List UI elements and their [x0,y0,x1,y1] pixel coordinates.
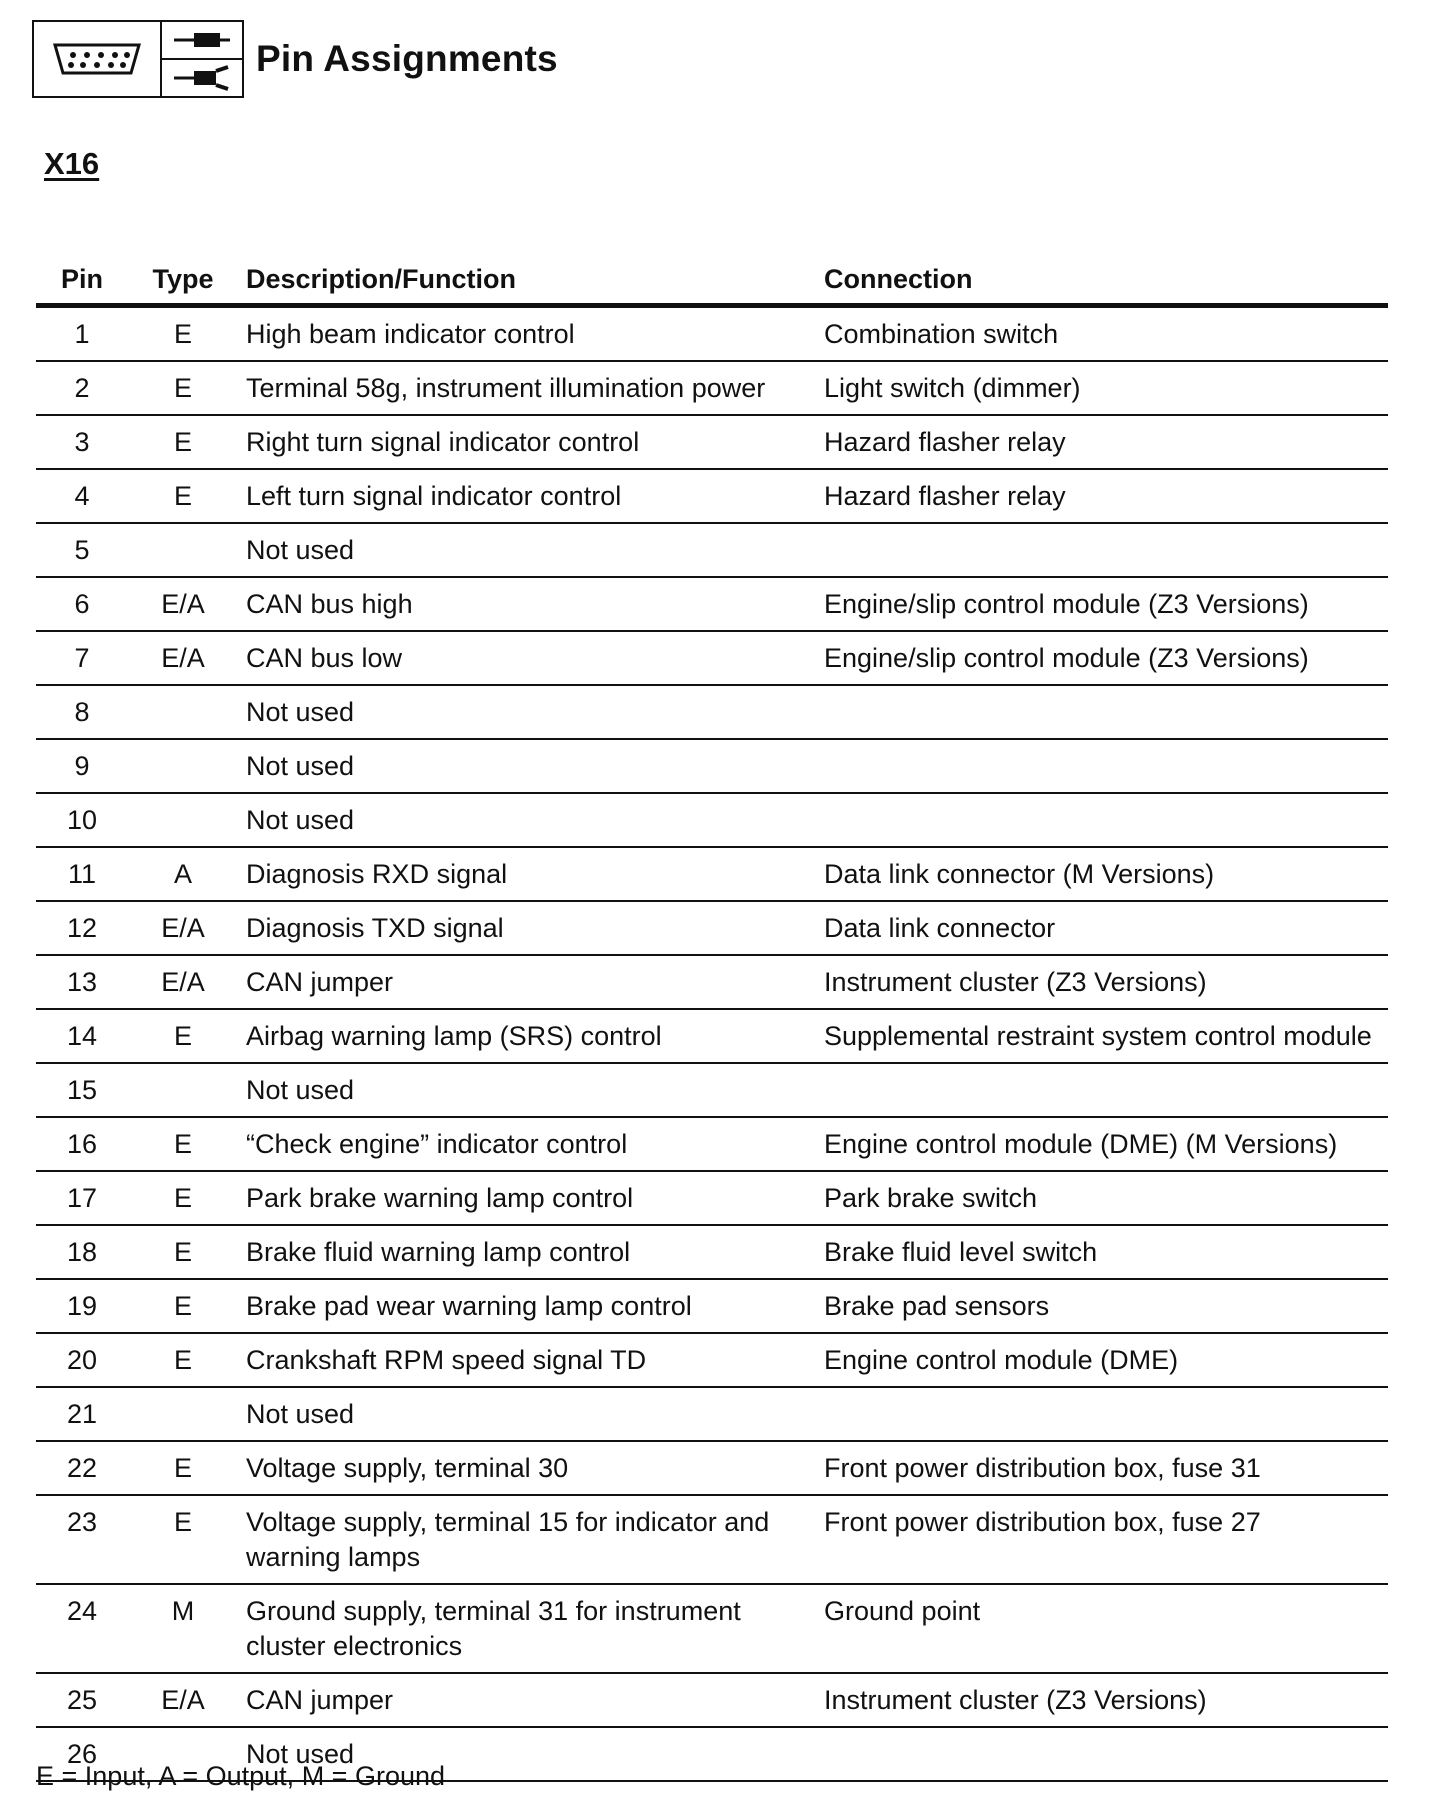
pin-type: E [128,415,238,469]
pin-description: Not used [238,1387,818,1441]
pin-type: E [128,1225,238,1279]
pin-description: Not used [238,793,818,847]
pin-description: CAN jumper [238,955,818,1009]
table-row [36,901,1388,955]
pin-connection: Brake fluid level switch [818,1225,1388,1279]
pin-assignment-table [36,257,1388,1782]
page-title: Pin Assignments [256,38,558,79]
pin-description: Diagnosis RXD signal [238,847,818,901]
pin-connection: Engine control module (DME) [818,1333,1388,1387]
pin-number: 25 [36,1673,128,1727]
table-row [36,1495,1388,1584]
pin-connection: Engine/slip control module (Z3 Versions) [818,631,1388,685]
pin-number: 18 [36,1225,128,1279]
table-row [36,1117,1388,1171]
pin-connection: Park brake switch [818,1171,1388,1225]
pin-connection: Engine/slip control module (Z3 Versions) [818,577,1388,631]
table-row [36,955,1388,1009]
table-row [36,1387,1388,1441]
pin-number: 11 [36,847,128,901]
pin-type [128,523,238,577]
pin-description: Right turn signal indicator control [238,415,818,469]
pin-type: E [128,361,238,415]
pin-type: E [128,1279,238,1333]
pin-number: 5 [36,523,128,577]
pin-connection: Front power distribution box, fuse 31 [818,1441,1388,1495]
pin-connection: Combination switch [818,306,1388,362]
plug-icon [162,22,242,58]
pin-description: Not used [238,523,818,577]
table-row [36,415,1388,469]
table-row [36,1333,1388,1387]
pin-description: Voltage supply, terminal 15 for indicator and warning lamps [238,1495,818,1584]
table-row [36,1063,1388,1117]
pin-connection: Hazard flasher relay [818,469,1388,523]
column-header-type: Type [128,257,238,306]
pin-connection [818,523,1388,577]
pin-type: E [128,1009,238,1063]
pin-number: 23 [36,1495,128,1584]
pin-type [128,685,238,739]
pin-connection: Front power distribution box, fuse 27 [818,1495,1388,1584]
pin-type: E/A [128,955,238,1009]
pin-description: CAN jumper [238,1673,818,1727]
column-header-connection: Connection [818,257,1388,306]
table-header-row [36,257,1388,306]
pin-type: A [128,847,238,901]
pin-number: 13 [36,955,128,1009]
column-header-description: Description/Function [238,257,818,306]
connector-icon [34,22,162,96]
pin-description: Airbag warning lamp (SRS) control [238,1009,818,1063]
pin-type: E/A [128,631,238,685]
pin-description: Not used [238,739,818,793]
pin-description: Terminal 58g, instrument illumination power [238,361,818,415]
pin-type: E [128,1495,238,1584]
table-row [36,1009,1388,1063]
table-row [36,1171,1388,1225]
pin-connection: Instrument cluster (Z3 Versions) [818,1673,1388,1727]
table-row [36,739,1388,793]
pin-connection: Data link connector [818,901,1388,955]
pin-connection [818,1387,1388,1441]
pin-number: 7 [36,631,128,685]
socket-icon [162,58,242,96]
table-row [36,631,1388,685]
pin-type: E/A [128,1673,238,1727]
pin-description: CAN bus high [238,577,818,631]
table-row [36,306,1388,362]
table-row [36,469,1388,523]
pin-type: E [128,469,238,523]
pin-number: 3 [36,415,128,469]
pin-connection: Ground point [818,1584,1388,1673]
pin-connection: Supplemental restraint system control module [818,1009,1388,1063]
table-row [36,1584,1388,1673]
pin-type: E [128,1333,238,1387]
pin-number: 19 [36,1279,128,1333]
pin-number: 1 [36,306,128,362]
column-header-pin: Pin [36,257,128,306]
pin-number: 24 [36,1584,128,1673]
pin-number: 16 [36,1117,128,1171]
pin-type: E [128,306,238,362]
pin-number: 22 [36,1441,128,1495]
pin-type: E/A [128,901,238,955]
pin-connection [818,739,1388,793]
table-row [36,361,1388,415]
type-legend: E = Input, A = Output, M = Ground [36,1761,446,1791]
pin-number: 15 [36,1063,128,1117]
pin-description: “Check engine” indicator control [238,1117,818,1171]
pin-type [128,739,238,793]
pin-description: Brake fluid warning lamp control [238,1225,818,1279]
table-row [36,1279,1388,1333]
pin-type: E [128,1441,238,1495]
pin-number: 10 [36,793,128,847]
pin-number: 21 [36,1387,128,1441]
page-header [32,20,558,98]
table-row [36,847,1388,901]
pin-description: CAN bus low [238,631,818,685]
pin-description: Diagnosis TXD signal [238,901,818,955]
pin-connection: Engine control module (DME) (M Versions) [818,1117,1388,1171]
pin-type: M [128,1584,238,1673]
pin-description: Not used [238,685,818,739]
pin-type [128,793,238,847]
pin-connection: Brake pad sensors [818,1279,1388,1333]
pin-connection [818,793,1388,847]
pin-connection: Light switch (dimmer) [818,361,1388,415]
table-row [36,577,1388,631]
pin-number: 6 [36,577,128,631]
pin-description: High beam indicator control [238,306,818,362]
pin-description: Not used [238,1727,818,1781]
pin-assignment-icon-box [32,20,244,98]
pin-description: Voltage supply, terminal 30 [238,1441,818,1495]
pin-connection: Instrument cluster (Z3 Versions) [818,955,1388,1009]
table-row [36,685,1388,739]
pin-type: E [128,1171,238,1225]
pin-type: E/A [128,577,238,631]
pin-number: 26 [36,1727,128,1781]
pin-connection [818,1727,1388,1781]
pin-number: 17 [36,1171,128,1225]
table-body [36,306,1388,1782]
table-row [36,793,1388,847]
pin-description: Brake pad wear warning lamp control [238,1279,818,1333]
pin-number: 20 [36,1333,128,1387]
pin-description: Park brake warning lamp control [238,1171,818,1225]
pin-description: Crankshaft RPM speed signal TD [238,1333,818,1387]
pin-description: Not used [238,1063,818,1117]
table-row [36,1673,1388,1727]
pin-connection [818,685,1388,739]
table-row [36,523,1388,577]
pin-number: 2 [36,361,128,415]
pin-type [128,1063,238,1117]
connector-label: X16 [44,146,100,181]
tool-icons [162,22,242,96]
pin-connection: Data link connector (M Versions) [818,847,1388,901]
pin-number: 4 [36,469,128,523]
pin-number: 9 [36,739,128,793]
pin-type: E [128,1117,238,1171]
pin-number: 8 [36,685,128,739]
pin-connection: Hazard flasher relay [818,415,1388,469]
pin-description: Left turn signal indicator control [238,469,818,523]
pin-description: Ground supply, terminal 31 for instrument cluster electronics [238,1584,818,1673]
table-row [36,1225,1388,1279]
pin-number: 12 [36,901,128,955]
pin-connection [818,1063,1388,1117]
pin-type [128,1387,238,1441]
pin-number: 14 [36,1009,128,1063]
table-row [36,1441,1388,1495]
